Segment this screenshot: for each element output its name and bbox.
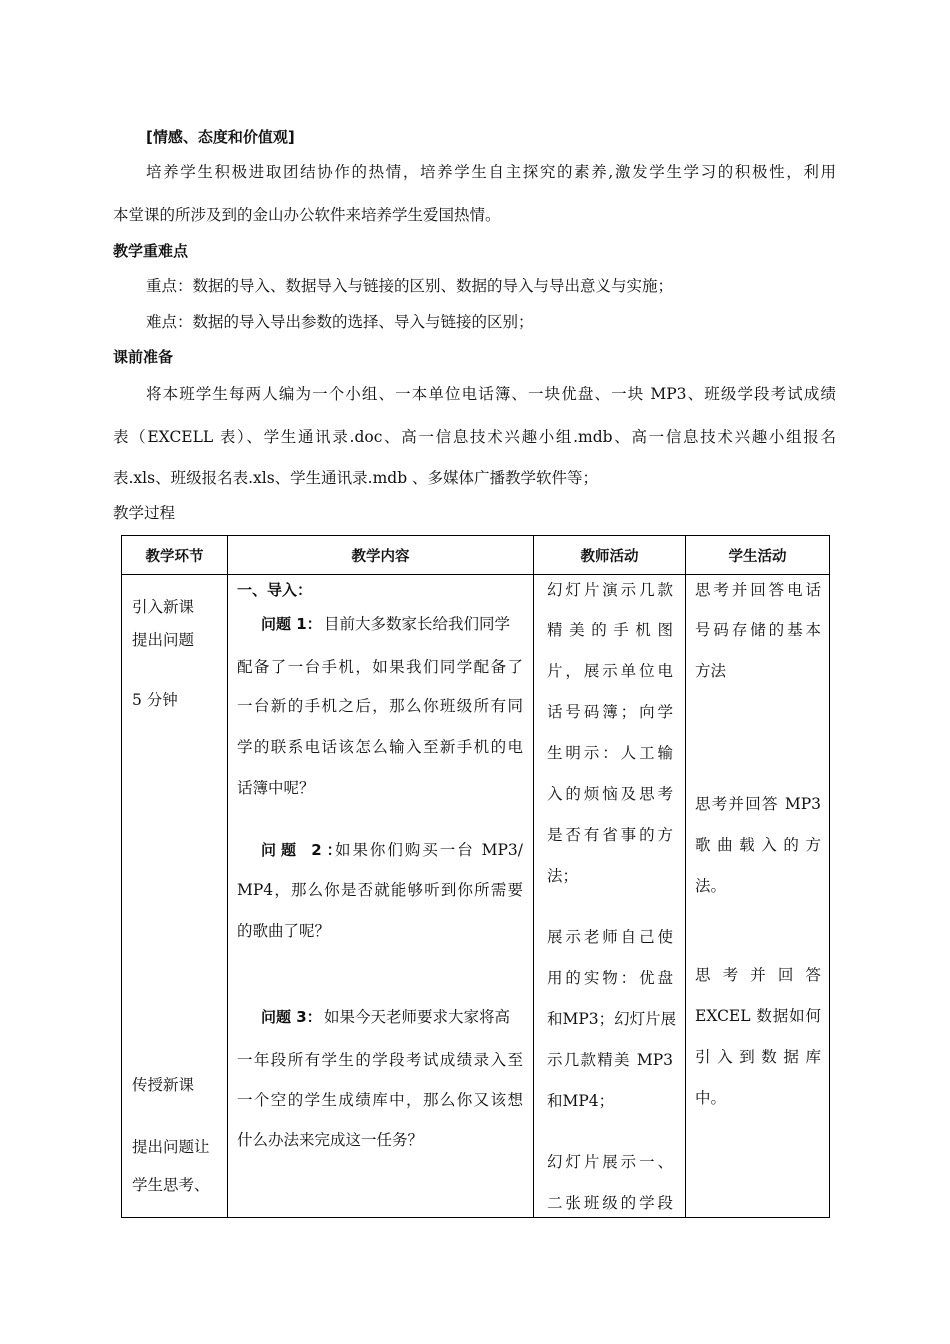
teaching-process-table bbox=[121, 535, 830, 1218]
teacher-line: 片，展示单位电 bbox=[547, 662, 673, 680]
question-2-line: 如果你们购买一台 MP3/ bbox=[335, 841, 523, 859]
header-content: 教学内容 bbox=[228, 536, 534, 575]
process-heading: 教学过程 bbox=[113, 504, 176, 522]
question-3-line: 如果今天老师要求大家将高 bbox=[324, 1008, 511, 1026]
student-line: 方法 bbox=[695, 662, 727, 680]
question-1-line: 学的联系电话该怎么输入至新手机的电 bbox=[237, 738, 523, 756]
question-1-line: 话簿中呢？ bbox=[237, 779, 315, 797]
question-1-line: 一台新的手机之后，那么你班级所有同 bbox=[237, 697, 523, 715]
teacher-line: 二张班级的学段 bbox=[547, 1194, 673, 1212]
student-line: 引入到数据库 bbox=[695, 1048, 821, 1066]
question-3-line: 什么办法来完成这一任务？ bbox=[237, 1131, 424, 1149]
stage-line: 提出问题 bbox=[132, 631, 195, 649]
teacher-line: 法； bbox=[547, 867, 579, 885]
difficult-point-text: 难点：数据的导入导出参数的选择、导入与链接的区别； bbox=[146, 313, 534, 331]
teacher-line: 和MP4； bbox=[547, 1092, 615, 1110]
student-line: 法。 bbox=[695, 877, 727, 895]
prep-line3: 表.xls、班级报名表.xls、学生通讯录.mdb 、多媒体广播教学软件等； bbox=[113, 469, 599, 487]
content-title: 一、导入： bbox=[237, 581, 313, 599]
teacher-line: 展示老师自己使 bbox=[547, 928, 673, 946]
teacher-line: 用的实物：优盘 bbox=[547, 969, 673, 987]
student-line: EXCEL 数据如何 bbox=[695, 1007, 821, 1025]
question-1-line: 目前大多数家长给我们同学 bbox=[324, 615, 511, 633]
table-row bbox=[122, 575, 830, 1218]
stage-line: 学生思考、 bbox=[132, 1176, 210, 1194]
key-point-text: 重点：数据的导入、数据导入与链接的区别、数据的导入与导出意义与实施； bbox=[146, 277, 674, 295]
stage-line: 提出问题让 bbox=[132, 1138, 210, 1156]
student-line: 号码存储的基本 bbox=[695, 621, 821, 639]
student-line: 思考并回答 MP3 bbox=[695, 795, 821, 813]
question-3-label: 问题 3： bbox=[261, 1008, 322, 1026]
student-line: 思考并回答 bbox=[695, 966, 821, 984]
question-1-line: 配备了一台手机，如果我们同学配备了 bbox=[237, 658, 523, 676]
emotion-heading: [情感、态度和价值观] bbox=[146, 128, 295, 146]
emotion-text-line1: 培养学生积极进取团结协作的热情，培养学生自主探究的素养,激发学生学习的积极性，利用 bbox=[146, 163, 836, 181]
teacher-line: 生明示：人工输 bbox=[547, 744, 673, 762]
question-1-label: 问题 1： bbox=[261, 615, 322, 633]
teacher-line: 和MP3；幻灯片展 bbox=[547, 1010, 677, 1028]
teacher-line: 幻灯片演示几款 bbox=[547, 581, 673, 599]
question-3-line: 一年段所有学生的学段考试成绩录入至 bbox=[237, 1051, 523, 1069]
prep-line1: 将本班学生每两人编为一个小组、一本单位电话簿、一块优盘、一块 MP3、班级学段考试成绩 bbox=[146, 385, 836, 403]
teacher-line: 是否有省事的方 bbox=[547, 826, 673, 844]
question-2-line: MP4，那么你是否就能够听到你所需要 bbox=[237, 881, 523, 899]
content-cell bbox=[228, 575, 534, 1218]
header-student: 学生活动 bbox=[686, 536, 830, 575]
teacher-line: 入的烦恼及思考 bbox=[547, 785, 673, 803]
teacher-line: 幻灯片展示一、 bbox=[547, 1153, 673, 1171]
question-2-line: 的歌曲了呢？ bbox=[237, 922, 331, 940]
table-header-row bbox=[122, 536, 830, 575]
stage-line: 引入新课 bbox=[132, 598, 195, 616]
stage-duration: 5 分钟 bbox=[132, 691, 178, 709]
teacher-line: 精美的手机图 bbox=[547, 621, 673, 639]
student-cell bbox=[686, 575, 830, 1218]
header-stage: 教学环节 bbox=[122, 536, 228, 575]
key-points-heading: 教学重难点 bbox=[113, 242, 189, 260]
stage-cell bbox=[122, 575, 228, 1218]
emotion-text-line2: 本堂课的所涉及到的金山办公软件来培养学生爱国热情。 bbox=[113, 206, 501, 224]
student-line: 中。 bbox=[695, 1089, 727, 1107]
question-2-label: 问题 2： bbox=[261, 841, 347, 859]
teacher-line: 话号码簿；向学 bbox=[547, 703, 673, 721]
prep-line2: 表（EXCELL 表）、学生通讯录.doc、高一信息技术兴趣小组.mdb、高一信息技术兴趣小组报名 bbox=[113, 428, 836, 446]
student-line: 歌曲载入的方 bbox=[695, 836, 821, 854]
header-teacher: 教师活动 bbox=[534, 536, 686, 575]
student-line: 思考并回答电话 bbox=[695, 581, 821, 599]
teacher-line: 示几款精美 MP3 bbox=[547, 1051, 673, 1069]
prep-heading: 课前准备 bbox=[113, 348, 174, 366]
question-3-line: 一个空的学生成绩库中，那么你又该想 bbox=[237, 1091, 523, 1109]
stage-line: 传授新课 bbox=[132, 1076, 195, 1094]
teacher-cell bbox=[534, 575, 686, 1218]
